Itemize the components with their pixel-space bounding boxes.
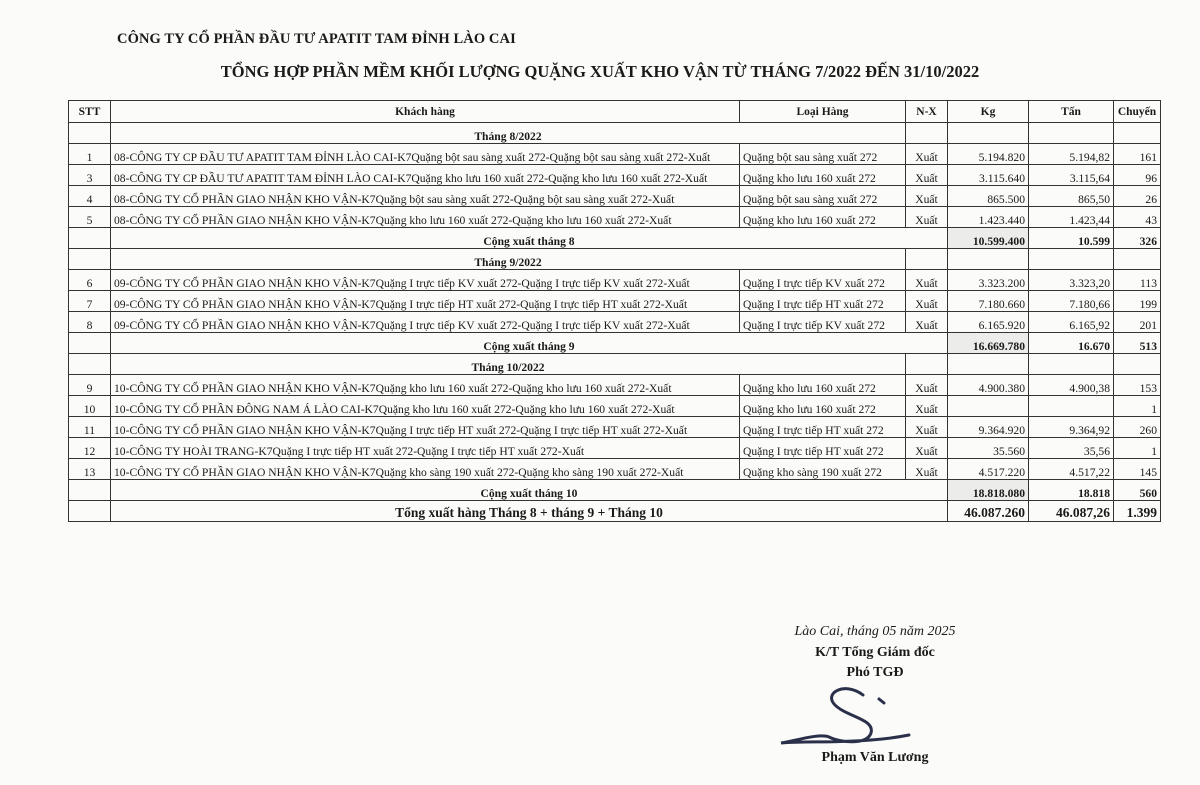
table-row (69, 375, 1161, 396)
shipment-table (68, 100, 1161, 522)
row-trips: 201 (1114, 312, 1161, 333)
subtotal-label: Cộng xuất tháng 10 (111, 480, 948, 501)
subtotal-trips: 326 (1114, 228, 1161, 249)
empty-cell (1029, 249, 1114, 270)
empty-cell (1029, 354, 1114, 375)
row-stt: 1 (69, 144, 111, 165)
row-trips: 153 (1114, 375, 1161, 396)
signer-role: K/T Tổng Giám đốc (815, 645, 935, 660)
row-stt: 11 (69, 417, 111, 438)
table-row (69, 459, 1161, 480)
month-header-row (69, 123, 1161, 144)
subtotal-kg: 18.818.080 (948, 480, 1029, 501)
row-trips: 1 (1114, 396, 1161, 417)
row-nx: Xuất (906, 459, 948, 480)
document-title: TỔNG HỢP PHẦN MỀM KHỐI LƯỢNG QUẶNG XUẤT KHO VẬN TỪ THÁNG 7/2022 ĐẾN 31/10/2022 (220, 62, 980, 81)
row-trips: 26 (1114, 186, 1161, 207)
row-kg: 5.194.820 (948, 144, 1029, 165)
empty-cell (69, 249, 111, 270)
row-customer: 10-CÔNG TY CỔ PHẦN GIAO NHẬN KHO VẬN-K7Quặng I trực tiếp HT xuất 272-Quặng I trực tiếp HT xuất 272-Xuất (111, 417, 740, 438)
empty-cell (69, 333, 111, 354)
row-tan: 5.194,82 (1029, 144, 1114, 165)
signer-title: Phó TGĐ (846, 665, 904, 680)
subtotal-row (69, 480, 1161, 501)
row-nx: Xuất (906, 396, 948, 417)
row-customer: 10-CÔNG TY CỔ PHẦN ĐÔNG NAM Á LÀO CAI-K7Quặng kho lưu 160 xuất 272-Quặng kho lưu 160 xuất 272-Xuất (111, 396, 740, 417)
row-tan: 3.115,64 (1029, 165, 1114, 186)
row-type: Quặng I trực tiếp KV xuất 272 (740, 312, 906, 333)
table-row (69, 438, 1161, 459)
grand-total-kg: 46.087.260 (948, 501, 1029, 522)
subtotal-kg: 10.599.400 (948, 228, 1029, 249)
row-kg: 7.180.660 (948, 291, 1029, 312)
row-tan: 6.165,92 (1029, 312, 1114, 333)
empty-cell (1114, 354, 1161, 375)
row-tan: 865,50 (1029, 186, 1114, 207)
row-kg: 35.560 (948, 438, 1029, 459)
subtotal-row (69, 228, 1161, 249)
empty-cell (906, 249, 948, 270)
handwritten-signature (775, 683, 915, 753)
row-type: Quặng kho lưu 160 xuất 272 (740, 207, 906, 228)
row-nx: Xuất (906, 438, 948, 459)
table-row (69, 312, 1161, 333)
empty-cell (69, 501, 111, 522)
table-row (69, 144, 1161, 165)
month-label: Tháng 10/2022 (111, 354, 906, 375)
row-tan: 7.180,66 (1029, 291, 1114, 312)
subtotal-tan: 18.818 (1029, 480, 1114, 501)
grand-total-trips: 1.399 (1114, 501, 1161, 522)
empty-cell (69, 480, 111, 501)
subtotal-trips: 513 (1114, 333, 1161, 354)
empty-cell (1029, 123, 1114, 144)
row-type: Quặng kho lưu 160 xuất 272 (740, 165, 906, 186)
row-stt: 3 (69, 165, 111, 186)
row-type: Quặng bột sau sàng xuất 272 (740, 186, 906, 207)
row-stt: 8 (69, 312, 111, 333)
row-tan (1029, 396, 1114, 417)
row-type: Quặng I trực tiếp HT xuất 272 (740, 291, 906, 312)
row-type: Quặng I trực tiếp HT xuất 272 (740, 417, 906, 438)
month-label: Tháng 9/2022 (111, 249, 906, 270)
row-customer: 08-CÔNG TY CỔ PHẦN GIAO NHẬN KHO VẬN-K7Quặng kho lưu 160 xuất 272-Quặng kho lưu 160 xuất 272-Xuất (111, 207, 740, 228)
row-nx: Xuất (906, 186, 948, 207)
col-header-type: Loại Hàng (740, 101, 906, 123)
subtotal-trips: 560 (1114, 480, 1161, 501)
col-header-stt: STT (69, 101, 111, 123)
empty-cell (69, 228, 111, 249)
row-kg: 4.517.220 (948, 459, 1029, 480)
table-body (69, 123, 1161, 522)
table-row (69, 270, 1161, 291)
empty-cell (69, 354, 111, 375)
row-nx: Xuất (906, 291, 948, 312)
empty-cell (1114, 123, 1161, 144)
company-name: CÔNG TY CỔ PHẦN ĐẦU TƯ APATIT TAM ĐỈNH LÀO CAI (117, 31, 516, 47)
row-customer: 08-CÔNG TY CP ĐẦU TƯ APATIT TAM ĐỈNH LÀO CAI-K7Quặng bột sau sàng xuất 272-Quặng bột sau sàng xuất 272-Xuất (111, 144, 740, 165)
empty-cell (906, 123, 948, 144)
row-kg: 3.115.640 (948, 165, 1029, 186)
month-header-row (69, 354, 1161, 375)
row-kg: 6.165.920 (948, 312, 1029, 333)
row-trips: 43 (1114, 207, 1161, 228)
month-label: Tháng 8/2022 (111, 123, 906, 144)
row-nx: Xuất (906, 207, 948, 228)
row-stt: 7 (69, 291, 111, 312)
subtotal-kg: 16.669.780 (948, 333, 1029, 354)
empty-cell (948, 123, 1029, 144)
place-date: Lào Cai, tháng 05 năm 2025 (794, 624, 956, 639)
row-tan: 4.517,22 (1029, 459, 1114, 480)
table-row (69, 165, 1161, 186)
empty-cell (1114, 249, 1161, 270)
empty-cell (906, 354, 948, 375)
row-type: Quặng bột sau sàng xuất 272 (740, 144, 906, 165)
row-kg (948, 396, 1029, 417)
row-customer: 09-CÔNG TY CỔ PHẦN GIAO NHẬN KHO VẬN-K7Quặng I trực tiếp HT xuất 272-Quặng I trực tiếp HT xuất 272-Xuất (111, 291, 740, 312)
row-trips: 260 (1114, 417, 1161, 438)
row-customer: 09-CÔNG TY CỔ PHẦN GIAO NHẬN KHO VẬN-K7Quặng I trực tiếp KV xuất 272-Quặng I trực tiếp KV xuất 272-Xuất (111, 312, 740, 333)
row-customer: 08-CÔNG TY CP ĐẦU TƯ APATIT TAM ĐỈNH LÀO CAI-K7Quặng kho lưu 160 xuất 272-Quặng kho lưu 160 xuất 272-Xuất (111, 165, 740, 186)
row-tan: 9.364,92 (1029, 417, 1114, 438)
row-type: Quặng kho lưu 160 xuất 272 (740, 375, 906, 396)
row-tan: 35,56 (1029, 438, 1114, 459)
row-kg: 865.500 (948, 186, 1029, 207)
row-trips: 161 (1114, 144, 1161, 165)
col-header-kg: Kg (948, 101, 1029, 123)
row-customer: 10-CÔNG TY CỔ PHẦN GIAO NHẬN KHO VẬN-K7Quặng kho sàng 190 xuất 272-Quặng kho sàng 190 xuất 272-Xuất (111, 459, 740, 480)
empty-cell (69, 123, 111, 144)
subtotal-tan: 10.599 (1029, 228, 1114, 249)
signer-name: Phạm Văn Lương (821, 750, 929, 765)
table-row (69, 417, 1161, 438)
grand-total-row (69, 501, 1161, 522)
subtotal-row (69, 333, 1161, 354)
table-row (69, 396, 1161, 417)
table-row (69, 207, 1161, 228)
row-stt: 9 (69, 375, 111, 396)
row-customer: 09-CÔNG TY CỔ PHẦN GIAO NHẬN KHO VẬN-K7Quặng I trực tiếp KV xuất 272-Quặng I trực tiếp KV xuất 272-Xuất (111, 270, 740, 291)
row-type: Quặng I trực tiếp KV xuất 272 (740, 270, 906, 291)
row-stt: 13 (69, 459, 111, 480)
row-nx: Xuất (906, 375, 948, 396)
row-type: Quặng kho sàng 190 xuất 272 (740, 459, 906, 480)
empty-cell (948, 249, 1029, 270)
row-customer: 08-CÔNG TY CỔ PHẦN GIAO NHẬN KHO VẬN-K7Quặng bột sau sàng xuất 272-Quặng bột sau sàng xuất 272-Xuất (111, 186, 740, 207)
row-trips: 145 (1114, 459, 1161, 480)
row-customer: 10-CÔNG TY HOÀI TRANG-K7Quặng I trực tiếp HT xuất 272-Quặng I trực tiếp HT xuất 272-Xuất (111, 438, 740, 459)
row-trips: 199 (1114, 291, 1161, 312)
row-stt: 10 (69, 396, 111, 417)
row-type: Quặng I trực tiếp HT xuất 272 (740, 438, 906, 459)
col-header-nx: N-X (906, 101, 948, 123)
row-nx: Xuất (906, 270, 948, 291)
row-customer: 10-CÔNG TY CỔ PHẦN GIAO NHẬN KHO VẬN-K7Quặng kho lưu 160 xuất 272-Quặng kho lưu 160 xuất 272-Xuất (111, 375, 740, 396)
subtotal-tan: 16.670 (1029, 333, 1114, 354)
table-row (69, 291, 1161, 312)
row-kg: 1.423.440 (948, 207, 1029, 228)
grand-total-label: Tổng xuất hàng Tháng 8 + tháng 9 + Tháng 10 (111, 501, 948, 522)
col-header-trips: Chuyến (1114, 101, 1161, 123)
grand-total-tan: 46.087,26 (1029, 501, 1114, 522)
row-nx: Xuất (906, 165, 948, 186)
row-trips: 113 (1114, 270, 1161, 291)
table-header-row (69, 101, 1161, 123)
row-trips: 96 (1114, 165, 1161, 186)
row-stt: 4 (69, 186, 111, 207)
subtotal-label: Cộng xuất tháng 8 (111, 228, 948, 249)
row-trips: 1 (1114, 438, 1161, 459)
table-row (69, 186, 1161, 207)
row-stt: 5 (69, 207, 111, 228)
col-header-customer: Khách hàng (111, 101, 740, 123)
row-kg: 4.900.380 (948, 375, 1029, 396)
row-stt: 6 (69, 270, 111, 291)
month-header-row (69, 249, 1161, 270)
row-kg: 3.323.200 (948, 270, 1029, 291)
row-tan: 3.323,20 (1029, 270, 1114, 291)
col-header-tan: Tấn (1029, 101, 1114, 123)
row-kg: 9.364.920 (948, 417, 1029, 438)
empty-cell (948, 354, 1029, 375)
row-nx: Xuất (906, 417, 948, 438)
subtotal-label: Cộng xuất tháng 9 (111, 333, 948, 354)
row-nx: Xuất (906, 312, 948, 333)
row-type: Quặng kho lưu 160 xuất 272 (740, 396, 906, 417)
row-nx: Xuất (906, 144, 948, 165)
row-stt: 12 (69, 438, 111, 459)
row-tan: 1.423,44 (1029, 207, 1114, 228)
row-tan: 4.900,38 (1029, 375, 1114, 396)
